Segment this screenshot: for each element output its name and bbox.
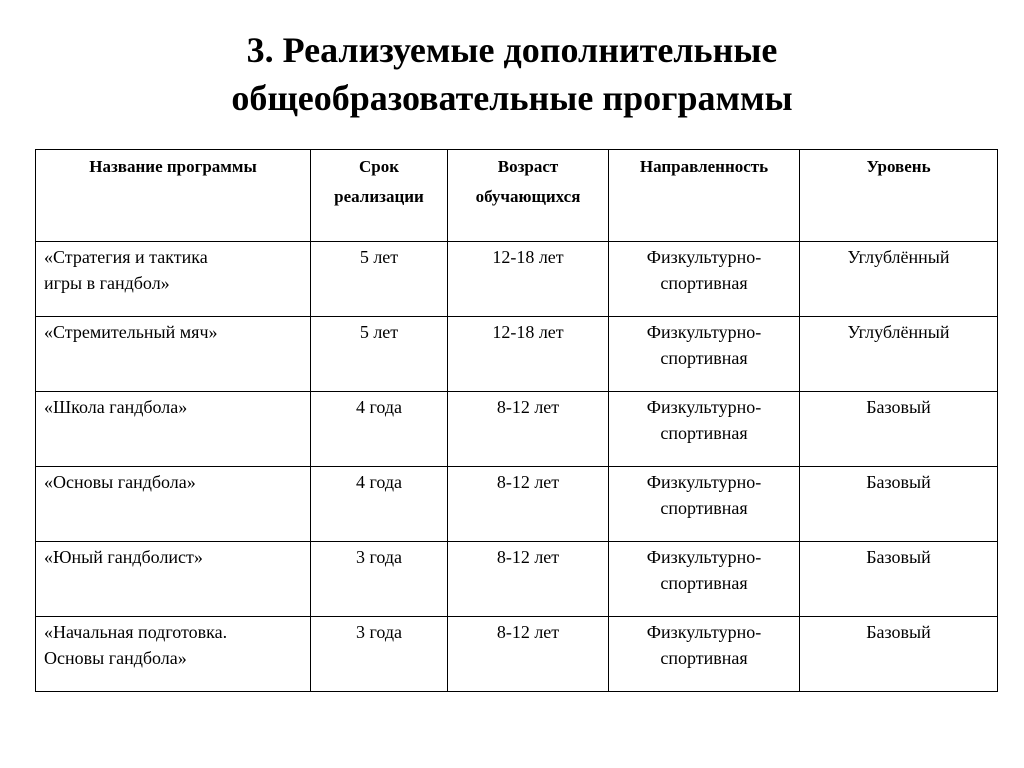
table-row [36, 317, 998, 392]
program-direction-line: Физкультурно- [646, 472, 762, 492]
program-name-line: «Основы гандбола» [44, 472, 196, 492]
program-term-cell [311, 242, 448, 317]
program-age-cell [448, 617, 609, 692]
program-name-line: игры в гандбол» [44, 273, 170, 293]
header-age-line-1: Возраст [497, 157, 559, 176]
table-header [36, 150, 998, 242]
program-name-line: «Начальная подготовка. [44, 622, 228, 642]
program-term-cell [311, 617, 448, 692]
program-direction-cell [609, 467, 800, 542]
program-direction-cell [609, 242, 800, 317]
program-level-cell [800, 392, 998, 467]
slide-title-line-2: общеобразовательные программы [231, 78, 793, 118]
program-level: Базовый [866, 622, 931, 642]
program-age: 8-12 лет [496, 547, 560, 567]
program-term: 5 лет [359, 322, 399, 342]
program-level: Базовый [866, 397, 931, 417]
program-direction-line: Физкультурно- [646, 547, 762, 567]
program-age-cell [448, 242, 609, 317]
header-direction [609, 150, 800, 242]
header-age-line-2: обучающихся [475, 187, 581, 206]
program-term: 3 года [355, 622, 403, 642]
program-level: Базовый [866, 547, 931, 567]
program-name-line: «Стратегия и тактика [44, 247, 208, 267]
slide-title [0, 26, 1024, 122]
program-direction-line: Физкультурно- [646, 322, 762, 342]
program-term: 4 года [355, 397, 403, 417]
program-age: 12-18 лет [492, 247, 564, 267]
program-age: 8-12 лет [496, 622, 560, 642]
header-level [800, 150, 998, 242]
header-age [448, 150, 609, 242]
header-term-line-2: реализации [334, 187, 424, 206]
program-level-cell [800, 467, 998, 542]
program-direction-cell [609, 317, 800, 392]
header-level-line: Уровень [866, 157, 931, 176]
program-name-line: Основы гандбола» [44, 648, 187, 668]
program-level-cell [800, 542, 998, 617]
program-name-line: «Стремительный мяч» [44, 322, 218, 342]
program-direction-line: спортивная [660, 423, 748, 443]
program-name-cell [36, 317, 311, 392]
program-name-line: «Юный гандболист» [44, 547, 203, 567]
program-age-cell [448, 542, 609, 617]
program-level-cell [800, 317, 998, 392]
program-direction-line: Физкультурно- [646, 397, 762, 417]
table-row [36, 467, 998, 542]
program-name-line: «Школа гандбола» [44, 397, 188, 417]
program-age-cell [448, 467, 609, 542]
program-level: Базовый [866, 472, 931, 492]
program-direction-cell [609, 542, 800, 617]
header-row [36, 150, 998, 242]
table-row [36, 392, 998, 467]
program-term: 4 года [355, 472, 403, 492]
program-age: 8-12 лет [496, 397, 560, 417]
program-name-cell [36, 617, 311, 692]
program-level-cell [800, 617, 998, 692]
programs-table [35, 149, 998, 692]
header-term [311, 150, 448, 242]
program-age: 12-18 лет [492, 322, 564, 342]
header-direction-line: Направленность [639, 157, 769, 176]
program-age: 8-12 лет [496, 472, 560, 492]
program-direction-line: Физкультурно- [646, 622, 762, 642]
program-term: 5 лет [359, 247, 399, 267]
program-term-cell [311, 317, 448, 392]
program-term: 3 года [355, 547, 403, 567]
header-term-line-1: Срок [358, 157, 400, 176]
program-direction-line: спортивная [660, 348, 748, 368]
program-direction-cell [609, 617, 800, 692]
program-direction-line: Физкультурно- [646, 247, 762, 267]
table-row [36, 617, 998, 692]
program-level: Углублённый [847, 322, 950, 342]
table-body [36, 242, 998, 692]
program-direction-cell [609, 392, 800, 467]
program-age-cell [448, 317, 609, 392]
table-row [36, 242, 998, 317]
program-direction-line: спортивная [660, 648, 748, 668]
slide-title-line-1: 3. Реализуемые дополнительные [246, 30, 778, 70]
program-level: Углублённый [847, 247, 950, 267]
program-name-cell [36, 467, 311, 542]
program-name-cell [36, 542, 311, 617]
program-direction-line: спортивная [660, 273, 748, 293]
program-age-cell [448, 392, 609, 467]
program-direction-line: спортивная [660, 573, 748, 593]
header-name [36, 150, 311, 242]
table-row [36, 542, 998, 617]
program-direction-line: спортивная [660, 498, 748, 518]
program-term-cell [311, 467, 448, 542]
program-term-cell [311, 542, 448, 617]
program-name-cell [36, 392, 311, 467]
program-name-cell [36, 242, 311, 317]
header-name-line: Название программы [89, 157, 257, 176]
program-term-cell [311, 392, 448, 467]
program-level-cell [800, 242, 998, 317]
